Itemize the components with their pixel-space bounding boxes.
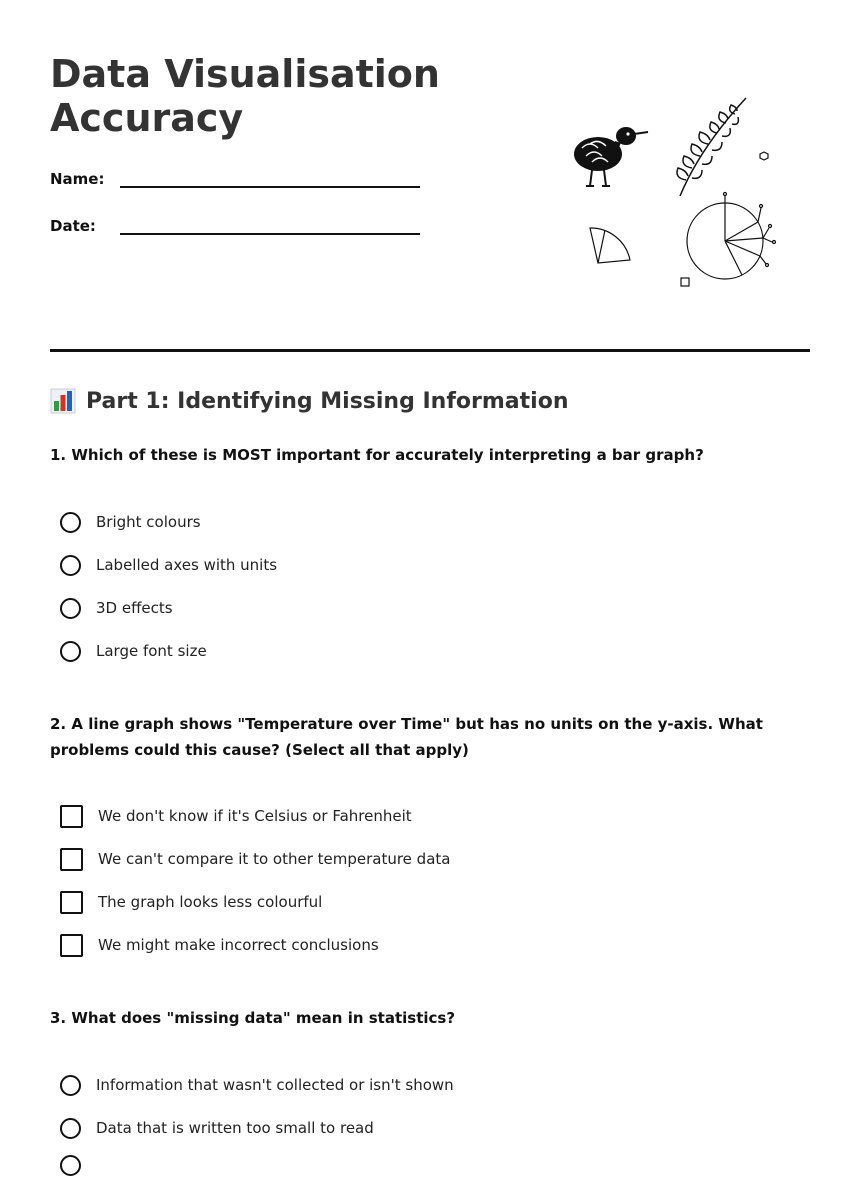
- q1-option-2[interactable]: [60, 552, 277, 578]
- pie-chart-icon: [687, 193, 776, 280]
- option-label: 3D effects: [96, 599, 173, 617]
- date-label: Date:: [50, 217, 96, 235]
- q2-option-4[interactable]: [60, 932, 379, 958]
- checkbox[interactable]: [60, 848, 83, 871]
- radio-button[interactable]: [60, 641, 81, 662]
- q1-option-3[interactable]: [60, 595, 173, 621]
- name-field[interactable]: [50, 166, 420, 188]
- decorative-illustration: [560, 88, 790, 298]
- option-label: Large font size: [96, 642, 207, 660]
- question-1: 1. Which of these is MOST important for accurately interpreting a bar graph?: [50, 446, 704, 464]
- checkbox[interactable]: [60, 934, 83, 957]
- checkbox[interactable]: [60, 805, 83, 828]
- option-label: We don't know if it's Celsius or Fahrenheit: [98, 807, 412, 825]
- option-label: Data that is written too small to read: [96, 1119, 374, 1137]
- page-title: Data Visualisation Accuracy: [50, 52, 440, 140]
- radio-button[interactable]: [60, 555, 81, 576]
- q2-option-2[interactable]: [60, 846, 450, 872]
- q1-option-4[interactable]: [60, 638, 207, 664]
- radio-button[interactable]: [60, 1118, 81, 1139]
- q3-option-2[interactable]: [60, 1115, 374, 1141]
- radio-button[interactable]: [60, 1075, 81, 1096]
- q2-option-3[interactable]: [60, 889, 322, 915]
- name-line[interactable]: [120, 166, 420, 188]
- checkbox[interactable]: [60, 891, 83, 914]
- option-label: We might make incorrect conclusions: [98, 936, 379, 954]
- question-3: 3. What does "missing data" mean in statistics?: [50, 1009, 456, 1027]
- radio-button[interactable]: [60, 598, 81, 619]
- q3-option-3[interactable]: [60, 1152, 81, 1178]
- section-1-heading: [50, 388, 569, 414]
- hexagon-shape: [760, 152, 768, 160]
- q2-option-1[interactable]: [60, 803, 412, 829]
- radio-button[interactable]: [60, 512, 81, 533]
- pie-slice-shape: [590, 228, 630, 263]
- section-divider: [50, 349, 810, 352]
- square-shape: [681, 278, 689, 286]
- option-label: The graph looks less colourful: [98, 893, 323, 911]
- option-label: We can't compare it to other temperature data: [98, 850, 451, 868]
- option-label: Labelled axes with units: [96, 556, 278, 574]
- bar-chart-icon: [50, 388, 76, 414]
- radio-button[interactable]: [60, 1155, 81, 1176]
- name-label: Name:: [50, 170, 105, 188]
- date-field[interactable]: [50, 213, 420, 235]
- q1-option-1[interactable]: [60, 509, 201, 535]
- option-label: Information that wasn't collected or isn't shown: [96, 1076, 454, 1094]
- option-label: Bright colours: [96, 513, 201, 531]
- question-2: 2. A line graph shows "Temperature over Time" but has no units on the y-axis. What problems could this cause? (Select all that apply): [50, 715, 763, 759]
- date-line[interactable]: [120, 213, 420, 235]
- kiwi-bird-icon: [574, 127, 648, 186]
- fern-icon: [677, 98, 746, 196]
- section-1-title: Part 1: Identifying Missing Information: [86, 388, 569, 414]
- q3-option-1[interactable]: [60, 1072, 454, 1098]
